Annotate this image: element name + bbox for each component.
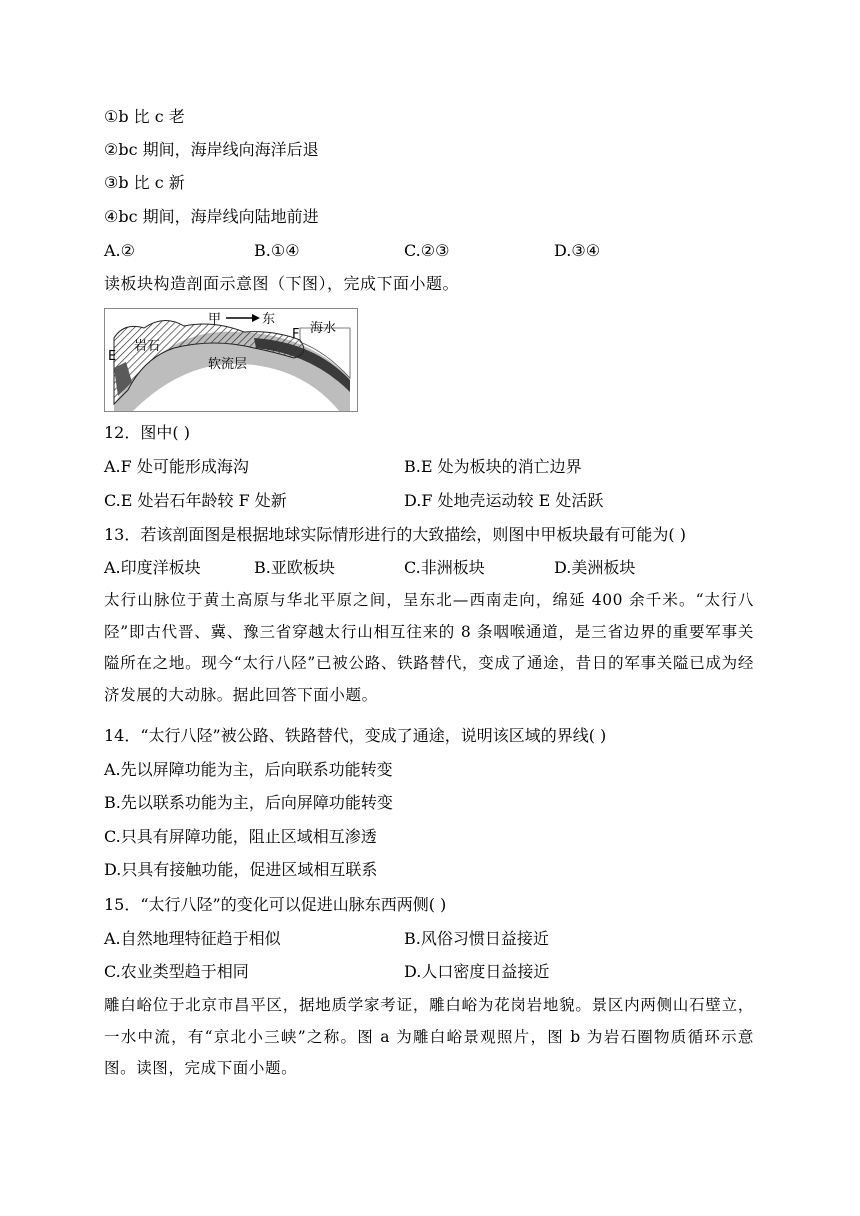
label-E: E <box>108 349 117 364</box>
label-east: 东 <box>262 312 276 327</box>
q15-option-a: A.自然地理特征趋于相似 <box>104 929 281 948</box>
q12-option-a: A.F 处可能形成海沟 <box>104 457 249 476</box>
q13-option-b: B.亚欧板块 <box>254 558 335 577</box>
q13-option-c: C.非洲板块 <box>404 558 485 577</box>
intro-taihang: 太行山脉位于黄土高原与华北平原之间，呈东北—西南走向，绵延 400 余千米。“太行八陉”即古代晋、冀、豫三省穿越太行山相互往来的 8 条咽喉通道，是三省边界的重要军事关隘所在之地。现今“太行八陉”已被公路、铁路替代，变成了通途，昔日的军事关隘已成为经济发展的大动脉。据此回答下面小题。 <box>104 591 754 704</box>
q14-option-a: A.先以屏障功能为主，后向联系功能转变 <box>104 760 393 779</box>
q15-stem: 15．“太行八陉”的变化可以促进山脉东西两侧( ) <box>104 895 447 914</box>
q12-option-b: B.E 处为板块的消亡边界 <box>404 457 582 476</box>
q11-option-a: A.② <box>104 241 135 260</box>
q11-option-d: D.③④ <box>554 241 601 260</box>
intro-plate: 读板块构造剖面示意图（下图），完成下面小题。 <box>104 274 460 293</box>
q14-option-d: D.只具有接触功能，促进区域相互联系 <box>104 860 378 879</box>
q12-option-d: D.F 处地壳运动较 E 处活跃 <box>404 491 604 510</box>
label-seawater: 海水 <box>310 321 337 336</box>
q12-stem: 12．图中( ) <box>104 423 190 442</box>
label-F: F <box>292 327 300 342</box>
q13-option-a: A.印度洋板块 <box>104 558 201 577</box>
label-rock: 岩石 <box>134 339 161 354</box>
label-asthenosphere: 软流层 <box>208 357 248 372</box>
q15-option-c: C.农业类型趋于相同 <box>104 962 249 981</box>
plate-section-figure <box>104 308 358 412</box>
q15-option-b: B.风俗习惯日益接近 <box>404 929 549 948</box>
q15-option-d: D.人口密度日益接近 <box>404 962 550 981</box>
q13-option-d: D.美洲板块 <box>554 558 636 577</box>
line-1: ①b 比 c 老 <box>104 107 185 126</box>
label-jia: 甲 <box>208 312 222 327</box>
q14-option-b: B.先以联系功能为主，后向屏障功能转变 <box>104 793 393 812</box>
q11-option-b: B.①④ <box>254 241 300 260</box>
line-2: ②bc 期间，海岸线向海洋后退 <box>104 140 319 159</box>
q14-stem: 14．“太行八陉”被公路、铁路替代，变成了通途，说明该区域的界线( ) <box>104 726 607 745</box>
q13-stem: 13．若该剖面图是根据地球实际情形进行的大致描绘，则图中甲板块最有可能为( ) <box>104 525 686 544</box>
q11-option-c: C.②③ <box>404 241 450 260</box>
intro-diaobaiyu: 雕白峪位于北京市昌平区，据地质学家考证，雕白峪为花岗岩地貌。景区内两侧山石壁立，一水中流，有“京北小三峡”之称。图 a 为雕白峪景观照片，图 b 为岩石圈物质循环示意图。读图，完成下面小题。 <box>104 996 754 1077</box>
q12-option-c: C.E 处岩石年龄较 F 处新 <box>104 491 287 510</box>
line-3: ③b 比 c 新 <box>104 173 185 192</box>
q14-option-c: C.只具有屏障功能，阻止区域相互渗透 <box>104 827 377 846</box>
line-4: ④bc 期间，海岸线向陆地前进 <box>104 207 319 226</box>
